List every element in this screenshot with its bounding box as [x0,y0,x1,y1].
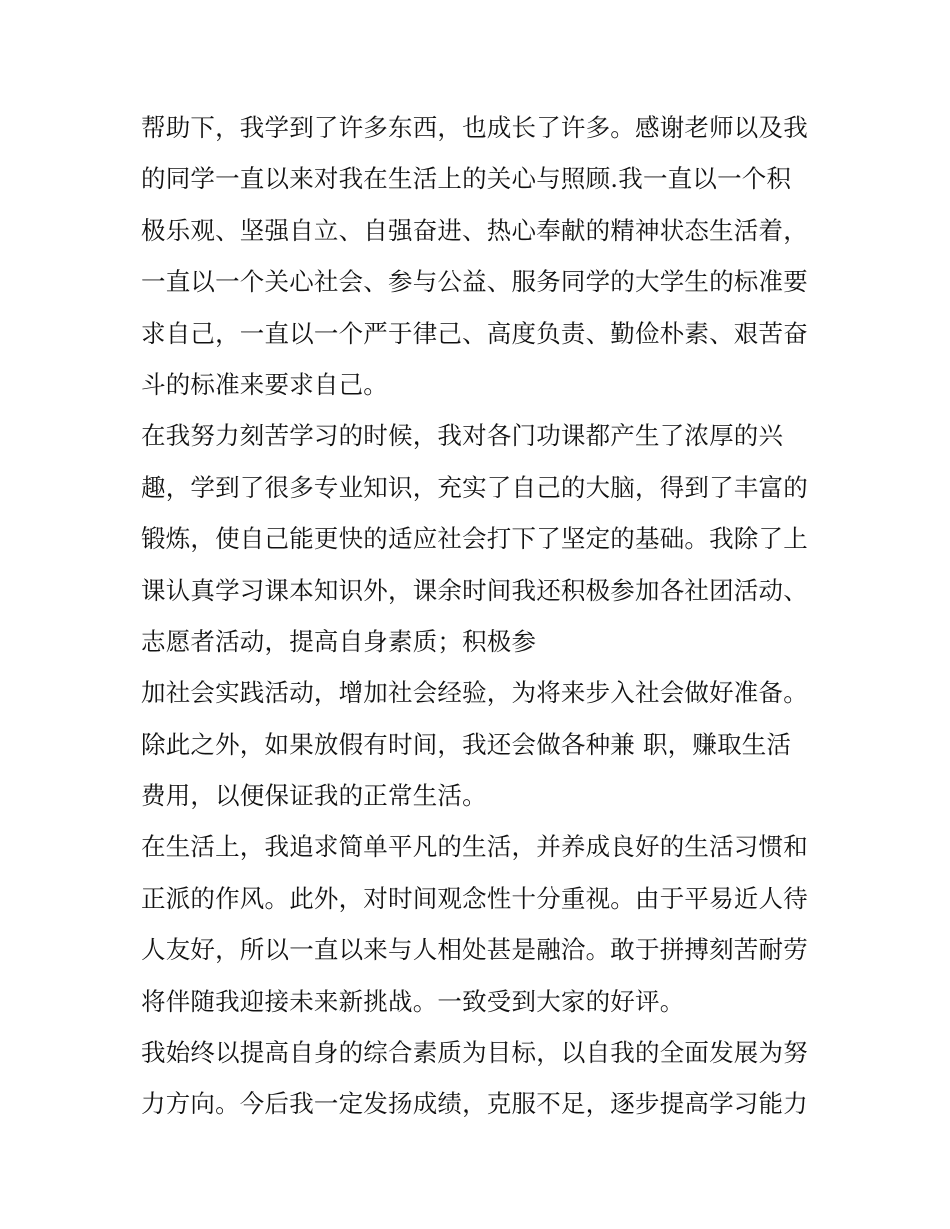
text-line: 加社会实践活动，增加社会经验，为将来步入社会做好准备。 [141,678,808,708]
text-line: 我始终以提高自身的综合素质为目标，以自我的全面发展为努 [141,1038,808,1068]
text-line: 趣，学到了很多专业知识，充实了自己的大脑，得到了丰富的 [141,472,808,502]
text-line: 极乐观、坚强自立、自强奋进、热心奉献的精神状态生活着， [141,215,808,245]
text-line: 在生活上，我追求简单平凡的生活，并养成良好的生活习惯和 [141,832,808,862]
text-line: 在我努力刻苦学习的时候，我对各门功课都产生了浓厚的兴 [141,421,784,451]
text-line: 正派的作风。此外，对时间观念性十分重视。由于平易近人待 [141,883,808,913]
text-line: 将伴随我迎接未来新挑战。一致受到大家的好评。 [141,986,685,1016]
text-line: 一直以一个关心社会、参与公益、服务同学的大学生的标准要 [141,267,808,297]
body-text [141,102,821,1130]
text-line: 帮助下，我学到了许多东西，也成长了许多。感谢老师以及我 [141,113,808,142]
text-line: 除此之外，如果放假有时间，我还会做各种兼 职，赚取生活 [141,729,792,759]
text-line: 志愿者活动，提高自身素质；积极参 [141,626,537,656]
text-line: 人友好，所以一直以来与人相处甚是融洽。敢于拼搏刻苦耐劳 [141,935,808,965]
text-line: 的同学一直以来对我在生活上的关心与照顾.我一直以一个积 [141,164,792,194]
text-line: 费用，以便保证我的正常生活。 [141,781,487,811]
text-line: 斗的标准来要求自己。 [141,369,388,399]
text-line: 锻炼，使自己能更快的适应社会打下了坚定的基础。我除了上 [141,524,808,554]
text-line: 求自己，一直以一个严于律己、高度负责、勤俭朴素、艰苦奋 [141,318,808,348]
text-line: 课认真学习课本知识外，课余时间我还积极参加各社团活动、 [141,575,808,605]
text-line: 力方向。今后我一定发扬成绩，克服不足，逐步提高学习能力 [141,1089,808,1119]
